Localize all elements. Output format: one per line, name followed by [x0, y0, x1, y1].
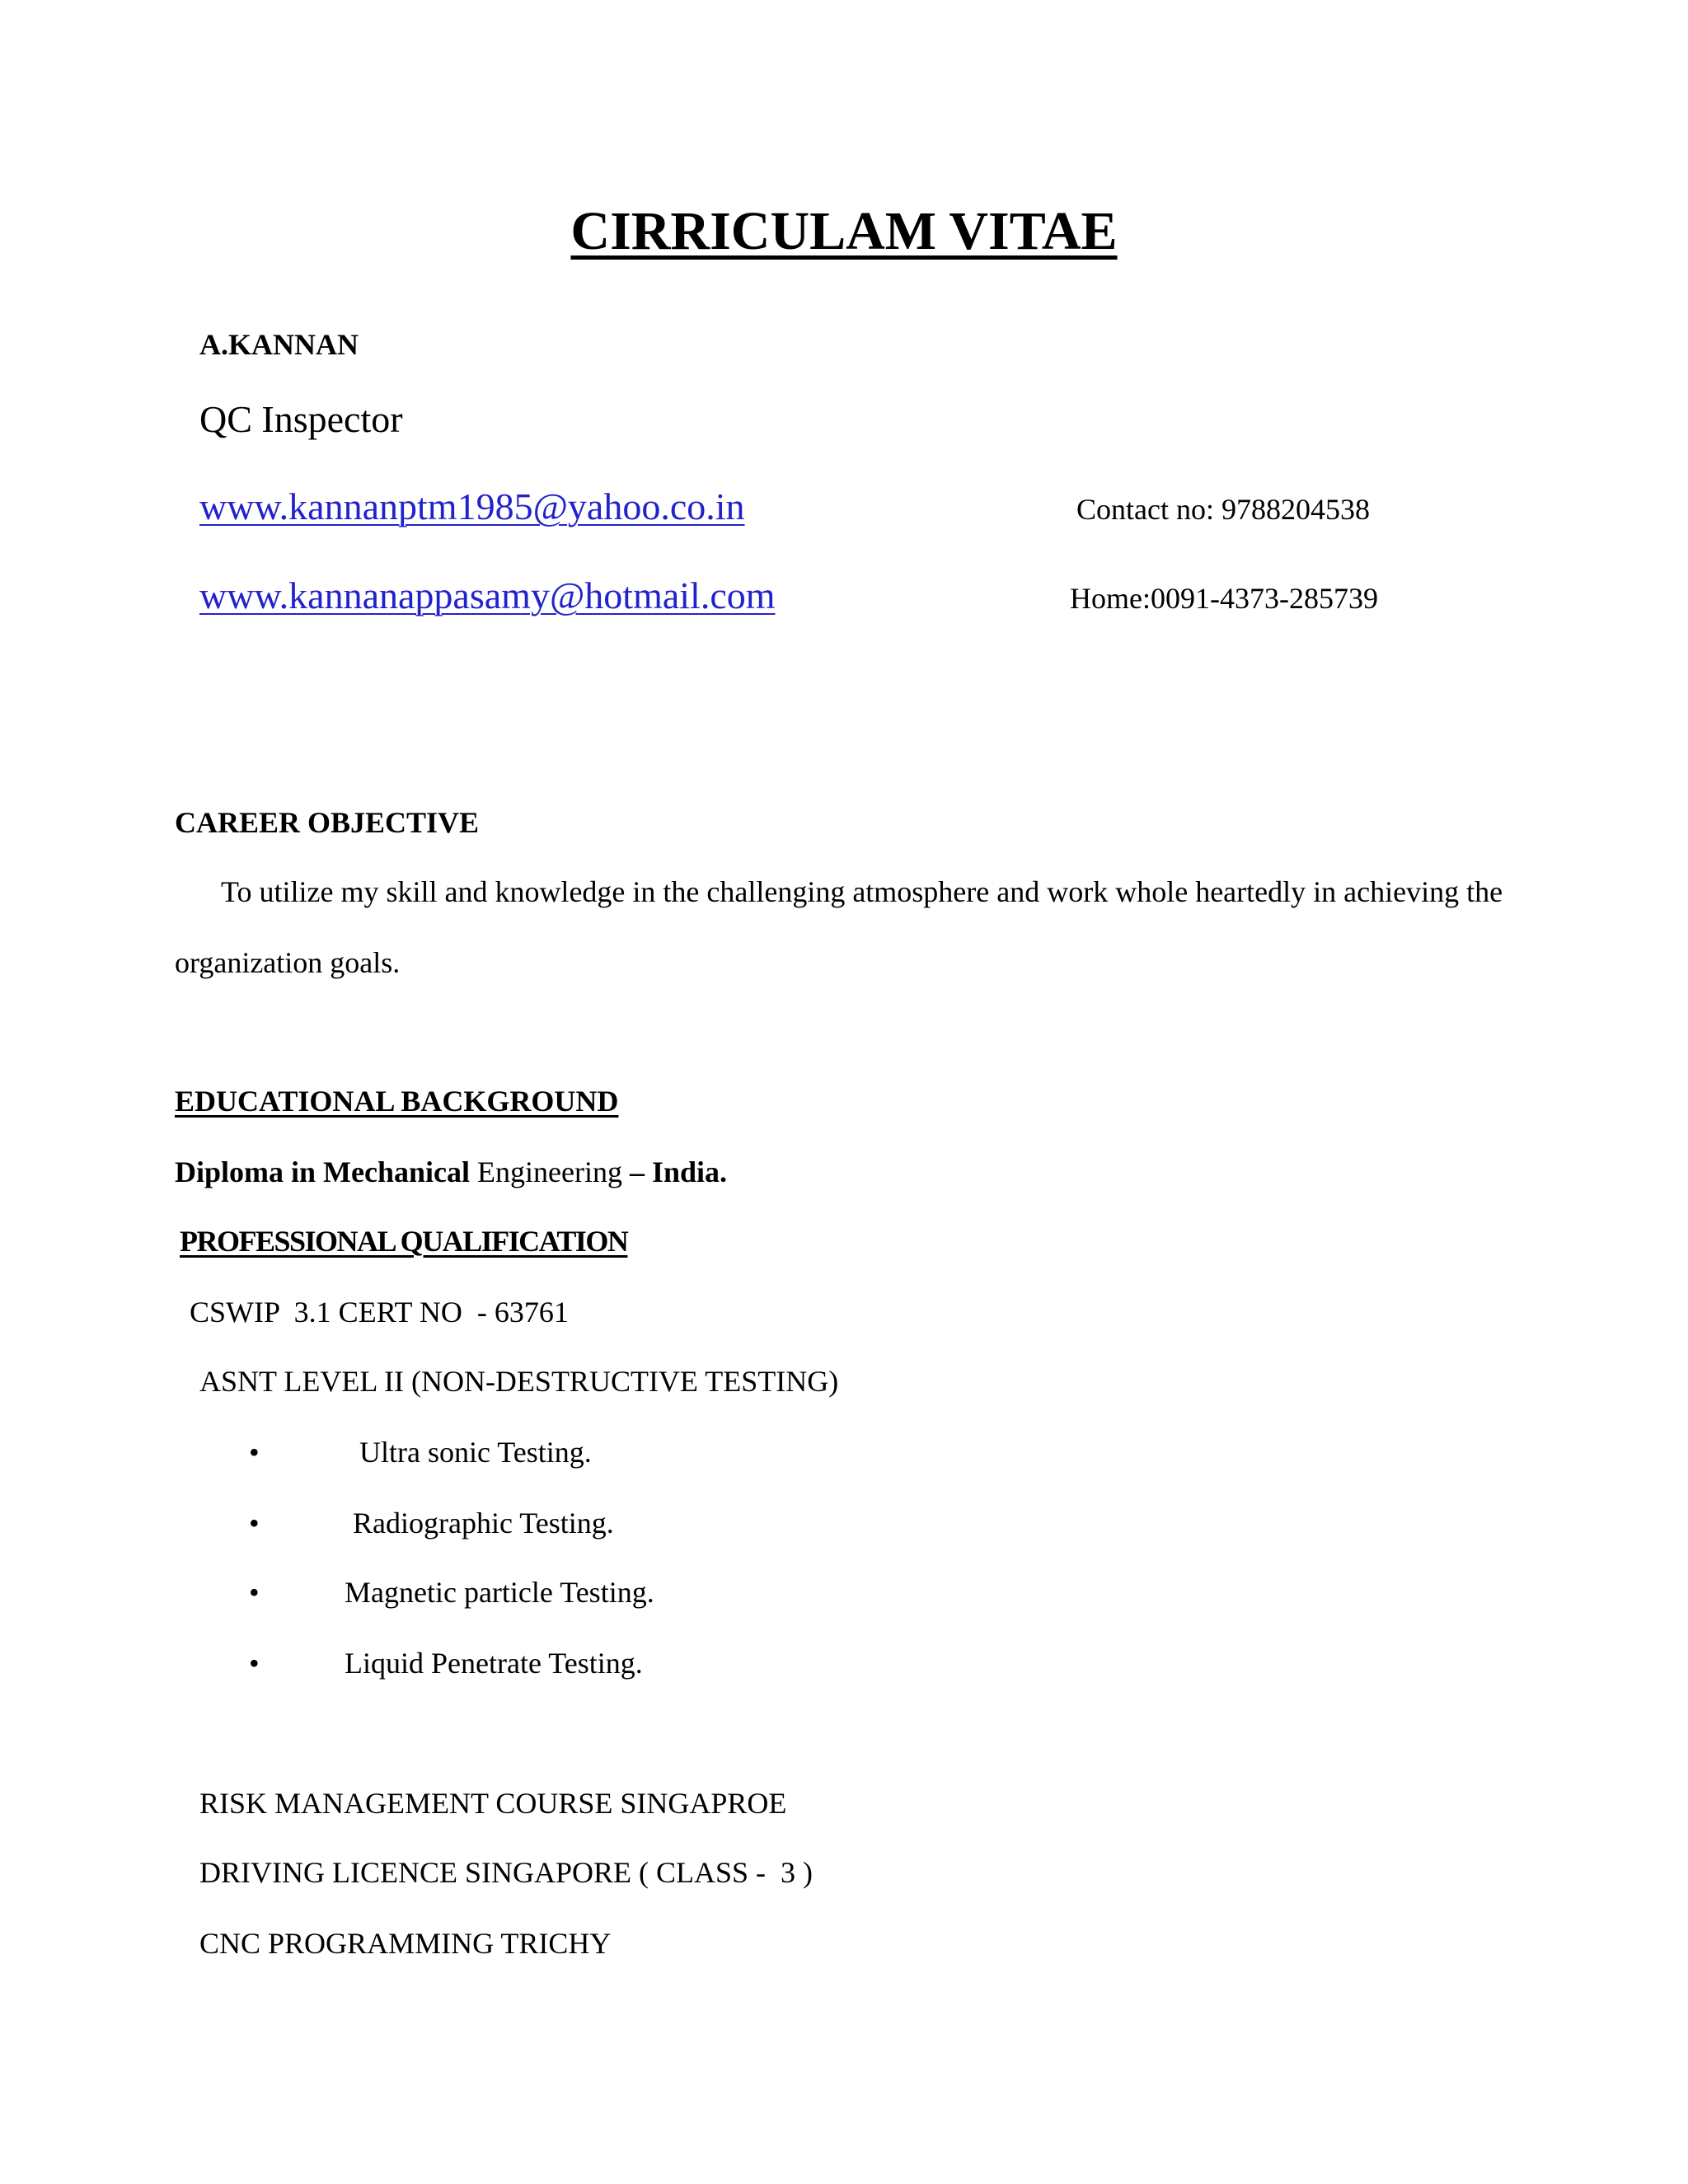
bullet-icon: • [249, 1436, 260, 1469]
ndt-item: Ultra sonic Testing. [359, 1436, 592, 1469]
ndt-item: Radiographic Testing. [353, 1507, 614, 1540]
cnc-programming: CNC PROGRAMMING TRICHY [199, 1927, 612, 1960]
bullet-icon: • [249, 1647, 260, 1680]
risk-management-course: RISK MANAGEMENT COURSE SINGAPROE [199, 1787, 787, 1820]
bullet-icon: • [249, 1576, 260, 1609]
diploma-country: – India. [629, 1155, 728, 1188]
career-objective-text-line-1: To utilize my skill and knowledge in the challenging atmosphere and work whole heartedly in achieving the [221, 875, 1503, 908]
educational-background-heading: EDUCATIONAL BACKGROUND [175, 1085, 619, 1118]
asnt-level: ASNT LEVEL II (NON-DESTRUCTIVE TESTING) [199, 1365, 839, 1398]
document-title: CIRRICULAM VITAE [570, 201, 1118, 261]
bullet-icon: • [249, 1507, 260, 1540]
career-objective-text-line-2: organization goals. [175, 946, 401, 979]
ndt-item: Liquid Penetrate Testing. [345, 1647, 643, 1680]
home-phone: Home:0091-4373-285739 [1070, 582, 1378, 615]
professional-qualification-heading: PROFESSIONAL QUALIFICATION [180, 1225, 628, 1258]
email-link-hotmail[interactable]: www.kannanappasamy@hotmail.com [199, 574, 776, 616]
ndt-item: Magnetic particle Testing. [345, 1576, 654, 1609]
career-objective-heading: CAREER OBJECTIVE [175, 806, 480, 839]
diploma-bold-part: Diploma in Mechanical [175, 1155, 470, 1188]
driving-licence: DRIVING LICENCE SINGAPORE ( CLASS - 3 ) [199, 1856, 813, 1889]
diploma-line [175, 1157, 727, 1187]
contact-number: Contact no: 9788204538 [1076, 493, 1370, 526]
candidate-name: A.KANNAN [199, 328, 359, 361]
email-link-yahoo[interactable]: www.kannanptm1985@yahoo.co.in [199, 485, 745, 527]
diploma-plain-part: Engineering [470, 1155, 630, 1188]
job-title: QC Inspector [199, 398, 403, 440]
cswip-certification: CSWIP 3.1 CERT NO - 63761 [190, 1296, 569, 1329]
